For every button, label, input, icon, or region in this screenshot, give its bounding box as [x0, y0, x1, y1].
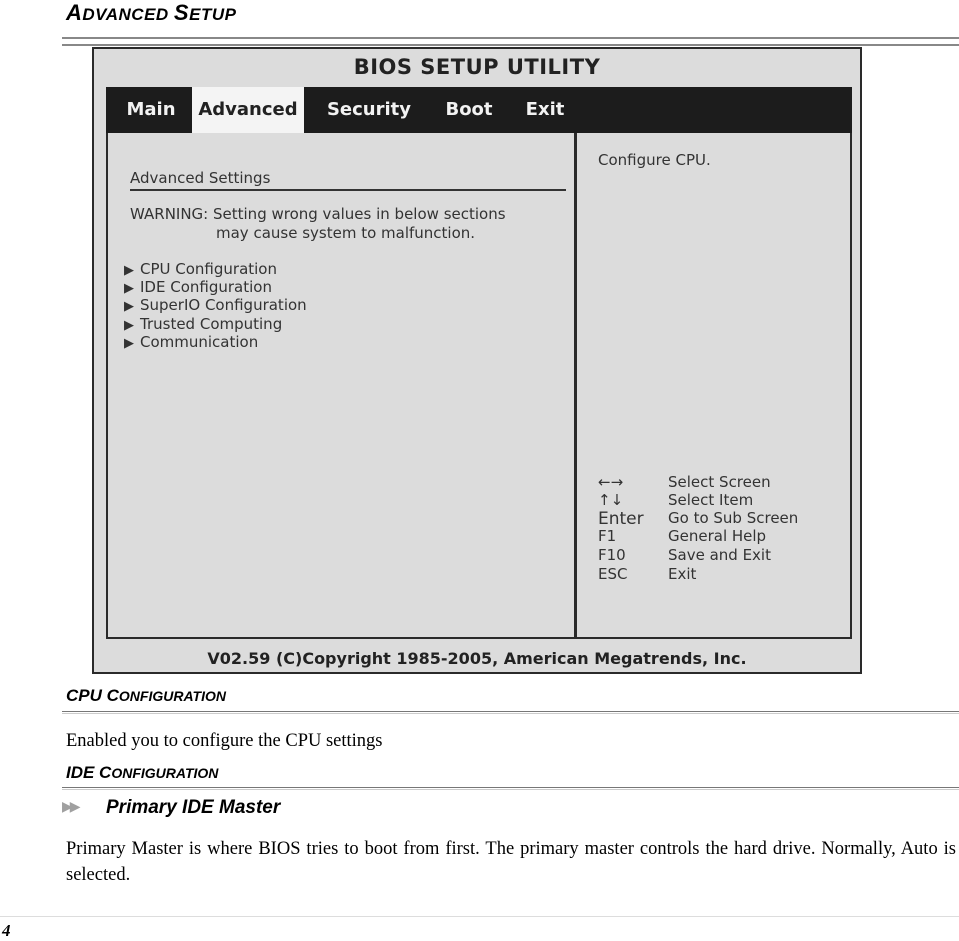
key-desc-select-item: Select Item — [668, 491, 754, 509]
key-desc-go-to-sub-screen: Go to Sub Screen — [668, 509, 799, 527]
menu-main[interactable]: Main — [126, 99, 176, 120]
key-esc: ESC — [598, 565, 628, 583]
key-enter: Enter — [598, 509, 644, 529]
triangle-right-icon: ▶ — [124, 263, 134, 278]
ide-section-body: Primary Master is where BIOS tries to boot from first. The primary master controls the hard drive. Normally, Auto is selected. — [66, 839, 956, 885]
warning-line-2: may cause system to malfunction. — [216, 224, 476, 242]
submenu-ide-configuration[interactable]: ▶ IDE Configuration — [124, 278, 272, 296]
bios-title: BIOS SETUP UTILITY — [353, 55, 601, 79]
key-desc-exit: Exit — [668, 565, 697, 583]
triangle-right-icon: ▶ — [124, 281, 134, 296]
heading-rule — [62, 37, 959, 46]
bios-panel — [106, 133, 852, 639]
footer-rule — [0, 916, 959, 917]
triangle-right-icon: ▶ — [124, 299, 134, 314]
ide-configuration-heading: IDE CONFIGURATION — [66, 763, 219, 782]
cpu-section-rule — [62, 711, 959, 714]
key-desc-save-and-exit: Save and Exit — [668, 546, 771, 564]
advanced-settings-title: Advanced Settings — [130, 169, 271, 187]
key-f1: F1 — [598, 527, 617, 545]
submenu-trusted-computing[interactable]: ▶ Trusted Computing — [124, 315, 283, 333]
triangle-right-icon: ▶ — [124, 336, 134, 351]
menu-exit[interactable]: Exit — [525, 99, 565, 120]
key-desc-general-help: General Help — [668, 527, 767, 545]
key-f10: F10 — [598, 546, 626, 564]
menu-advanced[interactable]: Advanced — [192, 87, 304, 133]
cpu-section-body: Enabled you to configure the CPU settings — [66, 731, 383, 751]
key-up-down-arrows-icon: ↑↓ — [598, 491, 624, 509]
submenu-communication[interactable]: ▶ Communication — [124, 333, 259, 351]
bios-screenshot — [92, 47, 862, 674]
ide-section-rule — [62, 787, 959, 790]
warning-line-1: WARNING: Setting wrong values in below sections — [130, 205, 506, 223]
key-left-right-arrows-icon: ←→ — [598, 473, 624, 491]
page-number: 4 — [2, 921, 11, 940]
submenu-superio-configuration[interactable]: ▶ SuperIO Configuration — [124, 296, 307, 314]
triangle-right-icon: ▶ — [124, 318, 134, 333]
primary-ide-master-heading: Primary IDE Master — [106, 797, 281, 818]
menu-boot[interactable]: Boot — [445, 99, 493, 120]
bios-footer: V02.59 (C)Copyright 1985-2005, American Megatrends, Inc. — [207, 649, 747, 668]
help-text: Configure CPU. — [598, 151, 711, 169]
advanced-settings-rule — [130, 189, 566, 191]
key-desc-select-screen: Select Screen — [668, 473, 771, 491]
submenu-cpu-configuration[interactable]: ▶ CPU Configuration — [124, 260, 277, 278]
double-chevron-right-icon: ▶▶ — [62, 798, 78, 814]
menu-security[interactable]: Security — [326, 99, 412, 120]
page-heading: ADVANCED SETUP — [66, 0, 237, 25]
cpu-configuration-heading: CPU CONFIGURATION — [66, 686, 226, 705]
panel-divider — [574, 133, 577, 637]
bios-menubar — [106, 87, 852, 133]
